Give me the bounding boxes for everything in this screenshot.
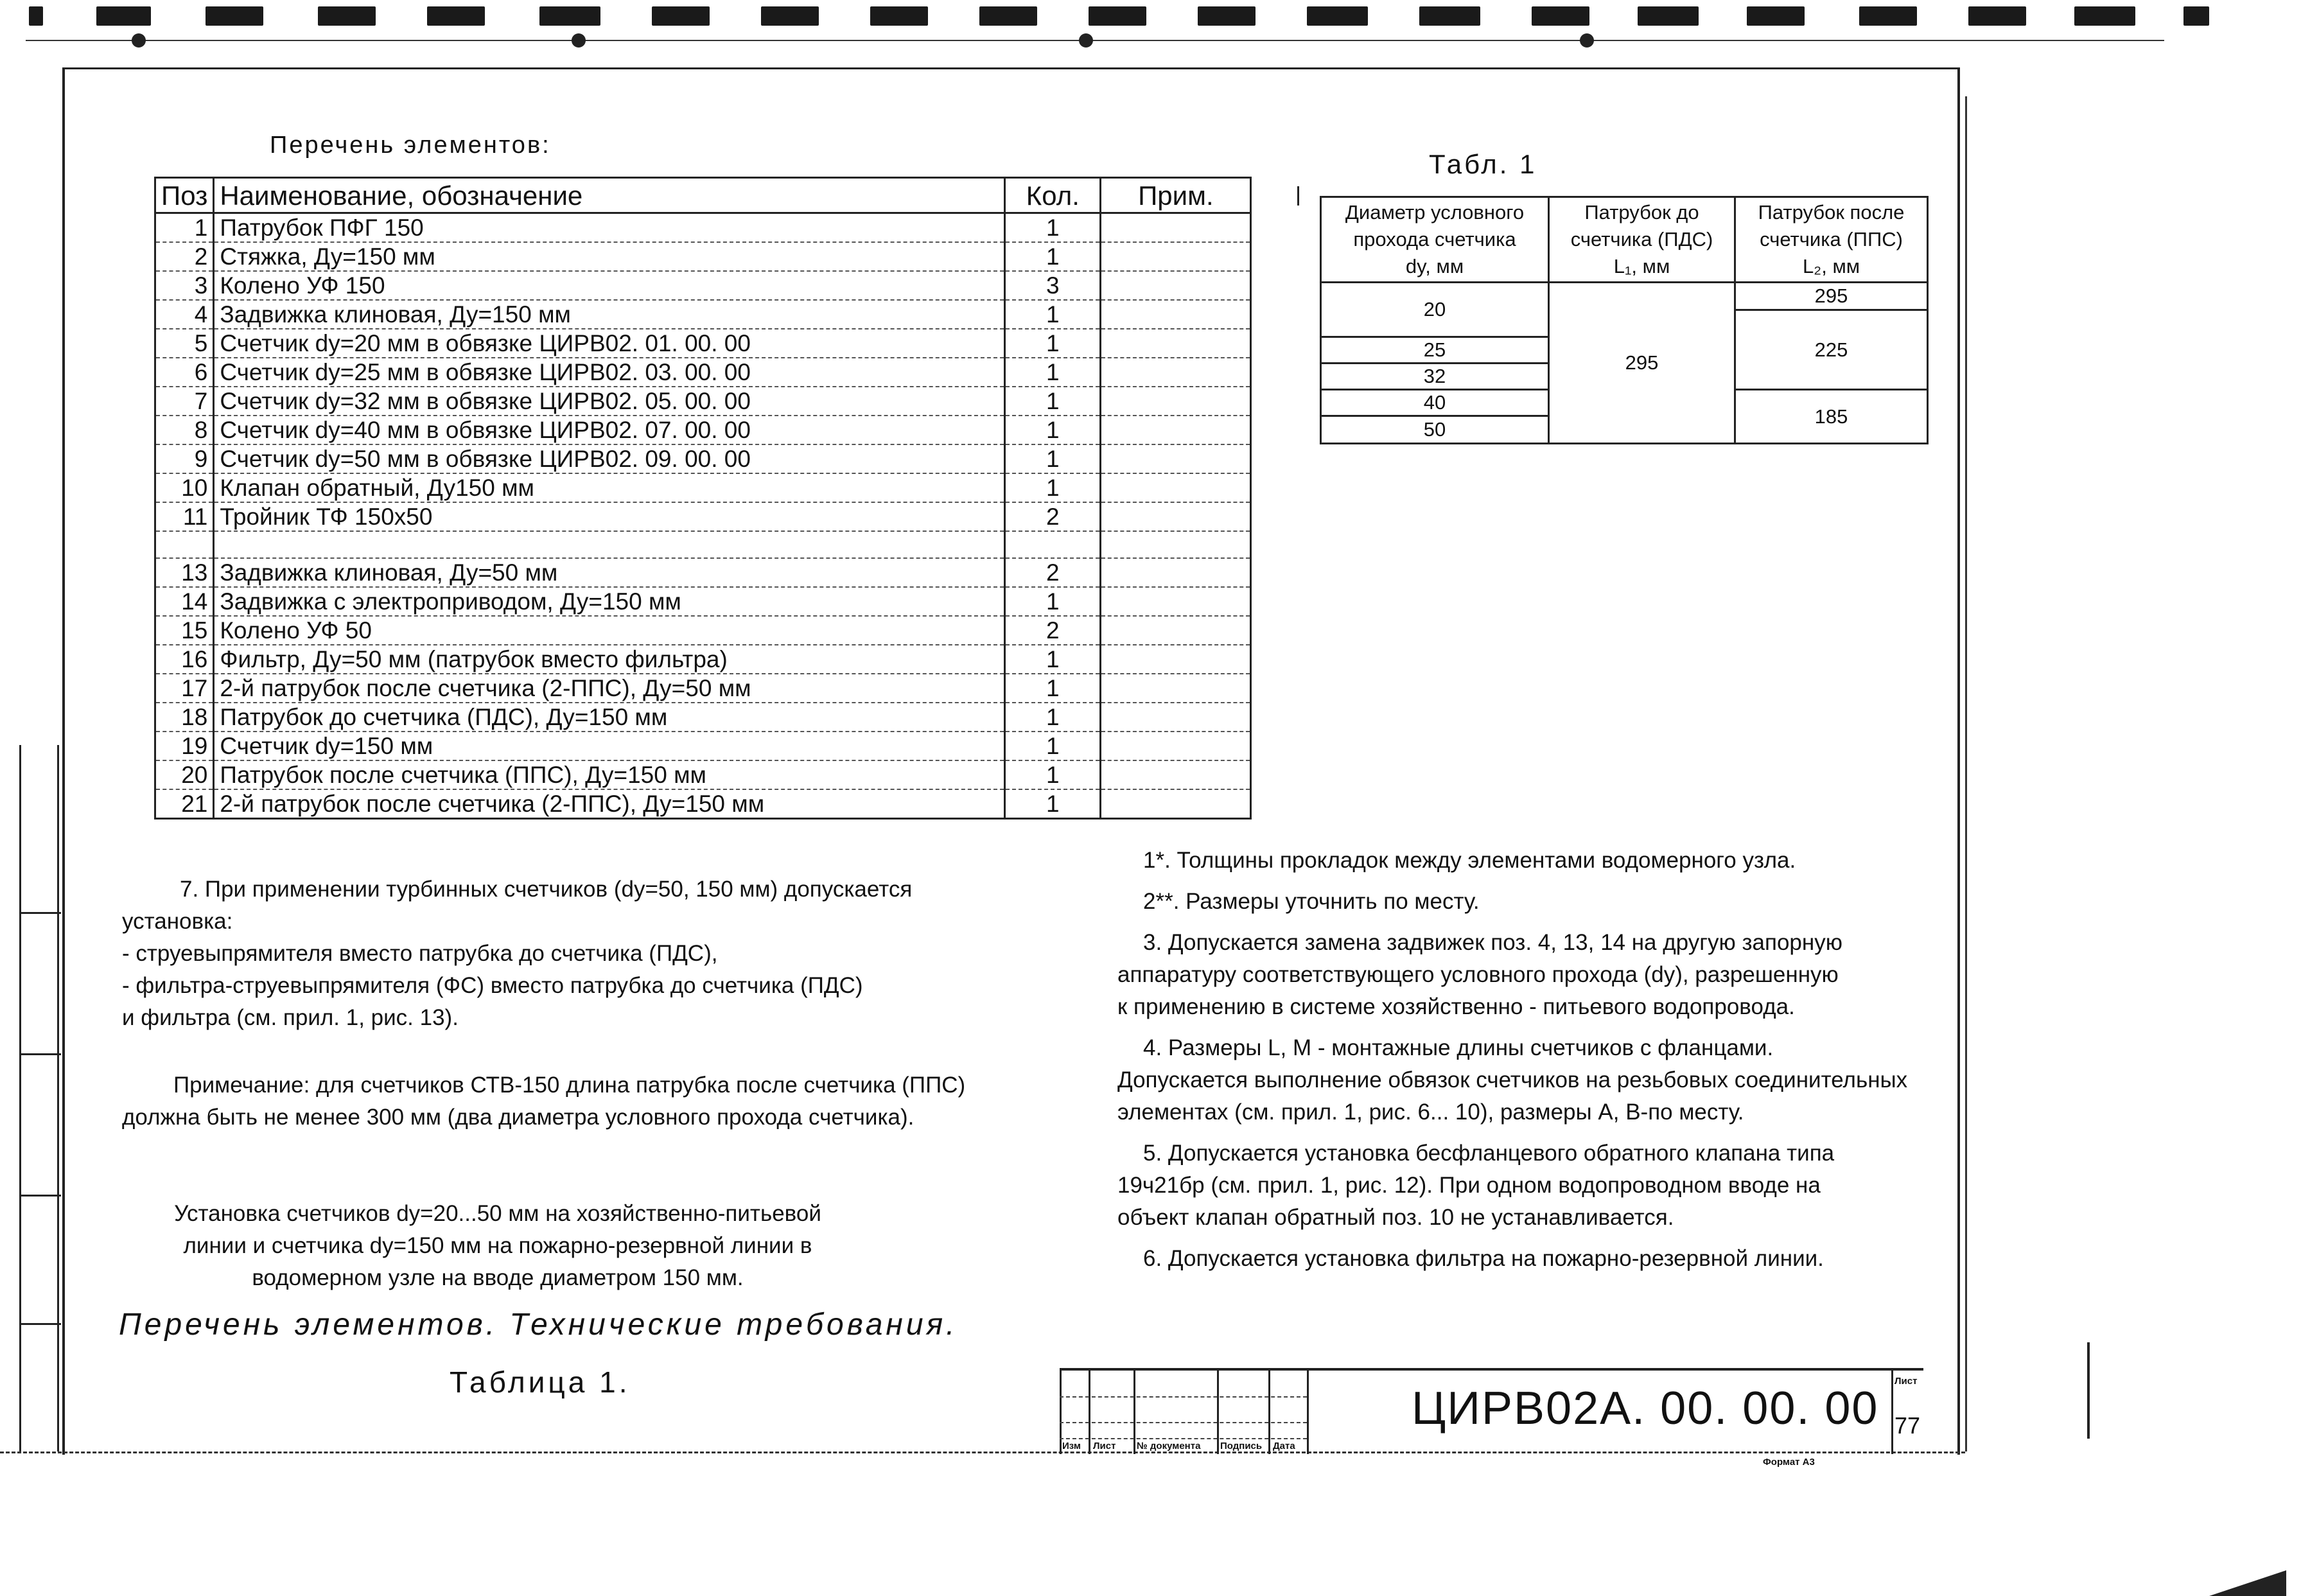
row-note	[1101, 444, 1251, 473]
row-qty: 1	[1005, 358, 1101, 387]
requirement-item	[1117, 1243, 1946, 1275]
binding-divider	[21, 1323, 61, 1325]
row-qty	[1005, 531, 1101, 558]
header-line: прохода счетчика	[1353, 228, 1516, 250]
table1-diameter: 32	[1321, 364, 1549, 390]
table-row	[155, 300, 1251, 329]
row-pos	[155, 531, 214, 558]
requirement-item	[1117, 927, 1946, 1023]
table-row	[155, 732, 1251, 760]
row-note	[1101, 387, 1251, 416]
row-note	[1101, 473, 1251, 502]
row-note	[1101, 416, 1251, 444]
row-qty: 1	[1005, 674, 1101, 703]
row-qty: 1	[1005, 760, 1101, 789]
row-note	[1101, 587, 1251, 616]
strip-mark	[206, 6, 263, 26]
row-pos: 9	[155, 444, 214, 473]
stamp-divider	[1133, 1371, 1135, 1454]
row-qty: 1	[1005, 213, 1101, 243]
strip-mark	[870, 6, 928, 26]
stamp-divider	[1217, 1371, 1219, 1454]
row-qty: 1	[1005, 587, 1101, 616]
row-pos: 20	[155, 760, 214, 789]
row-pos: 1	[155, 213, 214, 243]
strip-mark	[96, 6, 151, 26]
table-row	[155, 358, 1251, 387]
row-note	[1101, 358, 1251, 387]
table-row	[155, 703, 1251, 732]
table-row	[155, 444, 1251, 473]
table1-diameter: 40	[1321, 390, 1549, 416]
stamp-divider	[1089, 1371, 1090, 1454]
row-note	[1101, 674, 1251, 703]
header-line: dy, мм	[1405, 255, 1464, 277]
row-name: Счетчик dy=50 мм в обвязке ЦИРВ02. 09. 00. 00	[214, 444, 1005, 473]
stamp-label-doc: № документа	[1137, 1441, 1201, 1451]
row-pos: 8	[155, 416, 214, 444]
stamp-row-line	[1060, 1396, 1307, 1398]
strip-mark	[652, 6, 710, 26]
table1-pps-value: 295	[1735, 283, 1928, 310]
table-row	[155, 473, 1251, 502]
table1	[1320, 196, 1929, 444]
row-note	[1101, 531, 1251, 558]
header-pos: Поз	[155, 178, 214, 213]
table-row	[155, 387, 1251, 416]
strip-mark	[1968, 6, 2026, 26]
header-qty: Кол.	[1005, 178, 1101, 213]
requirement-line: 3. Допускается замена задвижек поз. 4, 13, 14 на другую запорную	[1143, 930, 1842, 955]
row-note	[1101, 300, 1251, 329]
row-name: Стяжка, Ду=150 мм	[214, 242, 1005, 271]
row-note	[1101, 329, 1251, 358]
table1-diameter: 25	[1321, 337, 1549, 364]
row-name: 2-й патрубок после счетчика (2-ППС), Ду=50 мм	[214, 674, 1005, 703]
row-name: Счетчик dy=32 мм в обвязке ЦИРВ02. 05. 00. 00	[214, 387, 1005, 416]
margin-mark	[2087, 1342, 2090, 1439]
header-note: Прим.	[1101, 178, 1251, 213]
strip-mark	[1419, 6, 1480, 26]
row-note	[1101, 213, 1251, 243]
requirement-item	[1117, 886, 1946, 918]
row-name: Задвижка с электроприводом, Ду=150 мм	[214, 587, 1005, 616]
header-line: Патрубок после	[1758, 201, 1905, 224]
row-qty: 3	[1005, 271, 1101, 300]
strip-mark	[761, 6, 819, 26]
note-line: - струевыпрямителя вместо патрубка до счетчика (ПДС),	[122, 941, 718, 966]
note-line: установка:	[122, 909, 233, 934]
tick-mark	[1297, 186, 1299, 206]
strip-mark	[979, 6, 1037, 26]
row-name	[214, 531, 1005, 558]
requirement-line: 2**. Размеры уточнить по месту.	[1143, 889, 1480, 914]
table-row	[155, 271, 1251, 300]
row-qty: 1	[1005, 329, 1101, 358]
row-qty: 1	[1005, 300, 1101, 329]
strip-mark	[29, 6, 43, 26]
row-pos: 7	[155, 387, 214, 416]
install-line: Установка счетчиков dy=20...50 мм на хозяйственно-питьевой	[174, 1201, 821, 1226]
table1-pps-value: 225	[1735, 310, 1928, 390]
requirement-line: объект клапан обратный поз. 10 не устанавливается.	[1117, 1205, 1674, 1230]
table-row	[155, 558, 1251, 587]
strip-mark	[539, 6, 600, 26]
row-qty: 1	[1005, 473, 1101, 502]
requirement-line: 5. Допускается установка бесфланцевого обратного клапана типа	[1143, 1141, 1835, 1166]
table-row	[155, 242, 1251, 271]
page-heading: Перечень элементов. Технические требования.	[119, 1308, 958, 1342]
stamp-row-line	[1060, 1438, 1307, 1439]
note-7	[122, 873, 1021, 1034]
strip-mark	[1089, 6, 1146, 26]
table-row	[155, 674, 1251, 703]
row-pos: 21	[155, 789, 214, 819]
row-name: Клапан обратный, Ду150 мм	[214, 473, 1005, 502]
table-caption: Таблица 1.	[450, 1365, 631, 1399]
row-qty: 2	[1005, 502, 1101, 531]
table-row	[155, 789, 1251, 819]
strip-mark	[427, 6, 485, 26]
table1-title: Табл. 1	[1429, 149, 1537, 179]
stamp-label-date: Дата	[1273, 1441, 1295, 1451]
header-line: L₂, мм	[1802, 255, 1860, 277]
row-name: Счетчик dy=40 мм в обвязке ЦИРВ02. 07. 00. 00	[214, 416, 1005, 444]
strip-mark	[318, 6, 376, 26]
row-name: Тройник ТФ 150х50	[214, 502, 1005, 531]
strip-mark	[1532, 6, 1589, 26]
row-qty: 1	[1005, 789, 1101, 819]
strip-line	[26, 40, 2164, 41]
table-row	[155, 587, 1251, 616]
row-qty: 1	[1005, 732, 1101, 760]
remark-line: Примечание: для счетчиков СТВ-150 длина патрубка после счетчика (ППС)	[173, 1073, 966, 1098]
row-qty: 1	[1005, 703, 1101, 732]
title-block	[1060, 1368, 1923, 1454]
table-row	[155, 502, 1251, 531]
table-row	[155, 645, 1251, 674]
binding-divider	[21, 1195, 61, 1197]
requirement-item	[1117, 845, 1946, 877]
row-pos: 2	[155, 242, 214, 271]
requirement-item	[1117, 1137, 1946, 1234]
scan-top-strip	[0, 0, 2310, 51]
strip-mark	[1307, 6, 1368, 26]
elements-table-header	[155, 178, 1251, 213]
row-name: Патрубок ПФГ 150	[214, 213, 1005, 243]
table1-diameter: 50	[1321, 416, 1549, 444]
row-pos: 19	[155, 732, 214, 760]
row-note	[1101, 616, 1251, 645]
table1-pds-value: 295	[1549, 283, 1735, 444]
note-line: и фильтра (см. прил. 1, рис. 13).	[122, 1005, 459, 1030]
row-qty: 2	[1005, 616, 1101, 645]
header-line: счетчика (ППС)	[1760, 228, 1903, 250]
table1-pps-value: 185	[1735, 390, 1928, 444]
row-note	[1101, 789, 1251, 819]
row-qty: 1	[1005, 645, 1101, 674]
format-label: Формат А3	[1763, 1457, 1815, 1468]
elements-table	[154, 177, 1252, 820]
strip-mark	[2074, 6, 2135, 26]
row-pos: 3	[155, 271, 214, 300]
requirement-line: 1*. Толщины прокладок между элементами водомерного узла.	[1143, 848, 1796, 873]
strip-mark	[1747, 6, 1805, 26]
strip-mark	[1198, 6, 1256, 26]
requirement-line: аппаратуру соответствующего условного прохода (dy), разрешенную	[1117, 962, 1839, 987]
row-note	[1101, 703, 1251, 732]
header-line: счетчика (ПДС)	[1570, 228, 1713, 250]
row-qty: 1	[1005, 242, 1101, 271]
row-name: Счетчик dy=150 мм	[214, 732, 1005, 760]
requirement-item	[1117, 1032, 1946, 1128]
row-note	[1101, 645, 1251, 674]
stamp-divider	[1307, 1371, 1309, 1454]
note-line: - фильтра-струевыпрямителя (ФС) вместо патрубка до счетчика (ПДС)	[122, 973, 863, 998]
requirement-line: к применению в системе хозяйственно - питьевого водопровода.	[1117, 994, 1795, 1019]
row-pos: 17	[155, 674, 214, 703]
row-note	[1101, 558, 1251, 587]
row-pos: 11	[155, 502, 214, 531]
sheet-right-line	[1965, 96, 1967, 1451]
row-note	[1101, 502, 1251, 531]
remark	[122, 1069, 1021, 1134]
row-pos: 14	[155, 587, 214, 616]
table-row	[155, 416, 1251, 444]
table1-row	[1321, 283, 1928, 310]
row-name: Задвижка клиновая, Ду=150 мм	[214, 300, 1005, 329]
install-line: линии и счетчика dy=150 мм на пожарно-резервной линии в	[183, 1233, 812, 1258]
row-pos: 5	[155, 329, 214, 358]
row-name: Колено УФ 50	[214, 616, 1005, 645]
strip-dot	[572, 33, 586, 48]
table1-header-pds	[1549, 197, 1735, 283]
table1-header	[1321, 197, 1928, 283]
table1-diameter: 20	[1321, 283, 1549, 337]
row-pos: 13	[155, 558, 214, 587]
table-row	[155, 531, 1251, 558]
row-note	[1101, 271, 1251, 300]
row-qty: 1	[1005, 444, 1101, 473]
technical-requirements	[1117, 845, 1946, 1284]
strip-dot	[132, 33, 146, 48]
row-name: Задвижка клиновая, Ду=50 мм	[214, 558, 1005, 587]
row-note	[1101, 760, 1251, 789]
stamp-label-izm: Изм	[1062, 1441, 1081, 1451]
binding-divider	[21, 912, 61, 914]
row-pos: 6	[155, 358, 214, 387]
header-line: L₁, мм	[1613, 255, 1670, 277]
note-line: 7. При применении турбинных счетчиков (dy=50, 150 мм) допускается	[180, 877, 913, 902]
row-pos: 18	[155, 703, 214, 732]
row-pos: 15	[155, 616, 214, 645]
strip-dot	[1580, 33, 1594, 48]
row-qty: 1	[1005, 416, 1101, 444]
strip-dot	[1079, 33, 1093, 48]
install-line: водомерном узле на вводе диаметром 150 мм.	[252, 1265, 744, 1290]
row-name: Фильтр, Ду=50 мм (патрубок вместо фильтра)	[214, 645, 1005, 674]
corner-mark	[2209, 1570, 2286, 1596]
row-pos: 4	[155, 300, 214, 329]
row-name: 2-й патрубок после счетчика (2-ППС), Ду=150 мм	[214, 789, 1005, 819]
stamp-divider	[1060, 1371, 1062, 1454]
stamp-label-sign: Подпись	[1220, 1441, 1263, 1451]
row-pos: 10	[155, 473, 214, 502]
strip-mark	[1638, 6, 1699, 26]
table-row	[155, 329, 1251, 358]
row-note	[1101, 732, 1251, 760]
table1-header-diameter	[1321, 197, 1549, 283]
requirement-line: 6. Допускается установка фильтра на пожарно-резервной линии.	[1143, 1246, 1824, 1271]
requirement-line: Допускается выполнение обвязок счетчиков на резьбовых соединительных	[1117, 1067, 1908, 1092]
requirement-line: элементах (см. прил. 1, рис. 6... 10), размеры А, В-по месту.	[1117, 1100, 1744, 1125]
installation-caption	[109, 1198, 886, 1294]
table-row	[155, 213, 1251, 243]
row-note	[1101, 242, 1251, 271]
requirement-line: 4. Размеры L, М - монтажные длины счетчиков с фланцами.	[1143, 1035, 1774, 1060]
header-name: Наименование, обозначение	[214, 178, 1005, 213]
requirement-line: 19ч21бр (см. прил. 1, рис. 12). При одном водопроводном вводе на	[1117, 1173, 1821, 1198]
table1-header-pps	[1735, 197, 1928, 283]
row-name: Колено УФ 150	[214, 271, 1005, 300]
row-name: Счетчик dy=25 мм в обвязке ЦИРВ02. 03. 00. 00	[214, 358, 1005, 387]
strip-mark	[1859, 6, 1917, 26]
header-line: Патрубок до	[1584, 201, 1699, 224]
row-qty: 2	[1005, 558, 1101, 587]
stamp-label-list: Лист	[1093, 1441, 1116, 1451]
table-row	[155, 760, 1251, 789]
remark-line: должна быть не менее 300 мм (два диаметра условного прохода счетчика).	[122, 1105, 914, 1130]
row-name: Счетчик dy=20 мм в обвязке ЦИРВ02. 01. 00. 00	[214, 329, 1005, 358]
row-pos: 16	[155, 645, 214, 674]
stamp-row-line	[1060, 1422, 1307, 1423]
row-qty: 1	[1005, 387, 1101, 416]
stamp-divider	[1891, 1371, 1893, 1454]
sheet-number: 77	[1894, 1412, 1921, 1439]
row-name: Патрубок после счетчика (ППС), Ду=150 мм	[214, 760, 1005, 789]
elements-list-title: Перечень элементов:	[270, 132, 551, 159]
stamp-divider	[1268, 1371, 1270, 1454]
strip-mark	[2183, 6, 2209, 26]
row-name: Патрубок до счетчика (ПДС), Ду=150 мм	[214, 703, 1005, 732]
binding-divider	[21, 1053, 61, 1055]
document-code: ЦИРВ02А. 00. 00. 00	[1412, 1383, 1879, 1434]
sheet-label: Лист	[1894, 1376, 1918, 1387]
header-line: Диаметр условного	[1345, 201, 1525, 224]
table-row	[155, 616, 1251, 645]
binding-strip	[19, 745, 59, 1451]
